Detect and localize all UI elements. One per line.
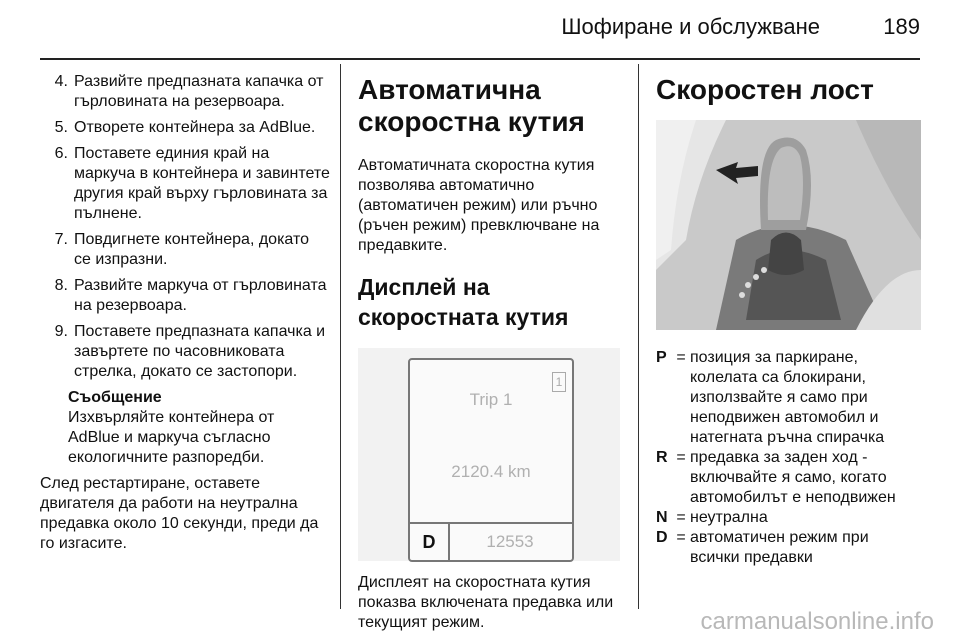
definition-text: автоматичен режим при всички предавки (690, 529, 869, 566)
trip-distance: 2120.4 km (451, 462, 531, 481)
step-number: 6. (54, 145, 68, 162)
page-header-title: Шофиране и обслужване (561, 14, 820, 39)
step-item (40, 322, 330, 382)
section-heading: Скоростен лост (656, 74, 874, 105)
section-heading: Автоматична скоростна кутия (358, 74, 585, 137)
subsection-heading: Дисплей на скоростната кутия (358, 274, 569, 330)
note-title: Съобщение (68, 389, 162, 406)
display-bottom-row (410, 522, 572, 560)
step-item (40, 72, 330, 112)
step-number: 4. (54, 73, 68, 90)
definition-key: D (656, 529, 668, 546)
gear-definitions (656, 348, 921, 568)
definition-row (656, 348, 921, 448)
definition-text: неутрална (690, 509, 768, 526)
display-frame (408, 358, 574, 562)
gear-indicator: D (410, 524, 450, 560)
display-caption: Дисплеят на скоростната кутия показва включената предавка или текущият режим. (358, 574, 614, 631)
definition-equals: = (676, 529, 686, 546)
definition-equals: = (676, 509, 686, 526)
step-number: 5. (54, 119, 68, 136)
column-divider-left (340, 64, 341, 609)
definition-row (656, 508, 921, 528)
column-left (40, 72, 330, 554)
watermark: carmanualsonline.info (700, 608, 934, 635)
definition-key: N (656, 509, 668, 526)
step-text: Развийте предпазната капачка от гърловината на резервоара. (74, 73, 324, 110)
definition-row (656, 448, 921, 508)
step-number: 7. (54, 231, 68, 248)
step-text: Поставете предпазната капачка и завъртете по часовниковата стрелка, докато се застопори. (74, 323, 326, 380)
closing-paragraph: След рестартиране, оставете двигателя да работи на неутрална предавка около 10 секунди, преди да го изгасите. (40, 475, 319, 552)
definition-row (656, 528, 921, 568)
note-text: Изхвърляйте контейнера от AdBlue и маркуча съгласно екологичните разпоредби. (68, 409, 275, 466)
trip-label: Trip 1 (469, 390, 513, 409)
column-right (656, 74, 921, 568)
column-middle (358, 74, 620, 633)
page-number: 189 (883, 14, 920, 39)
step-item (40, 276, 330, 316)
step-text: Повдигнете контейнера, докато се изпразни. (74, 231, 310, 268)
definition-equals: = (676, 349, 686, 366)
step-number: 8. (54, 277, 68, 294)
step-item (40, 118, 330, 138)
intro-paragraph: Автоматичната скоростна кутия позволява автоматично (автоматичен режим) или ръчно (ръчен режим) превключване на предавките. (358, 157, 600, 254)
column-divider-right (638, 64, 639, 609)
step-item (40, 230, 330, 270)
gear-lever-photo (656, 120, 921, 330)
step-text: Поставете единия край на маркуча в контейнера и завинтете другия край върху гърловината за пълнене. (74, 145, 330, 222)
odometer-value: 12553 (486, 532, 534, 551)
definition-key: P (656, 349, 667, 366)
definition-equals: = (676, 449, 686, 466)
trip-index-icon: 1 (552, 372, 566, 392)
step-text: Развийте маркуча от гърловината на резервоара. (74, 277, 327, 314)
transmission-display-illustration (358, 348, 620, 561)
step-item (40, 144, 330, 224)
step-number: 9. (54, 323, 68, 340)
definition-text: позиция за паркиране, колелата са блокирани, използвайте я само при неподвижен автомобил и натегната ръчна спирачка (690, 349, 885, 446)
definition-key: R (656, 449, 668, 466)
step-text: Отворете контейнера за AdBlue. (74, 119, 316, 136)
header-rule (40, 58, 920, 60)
definition-text: предавка за заден ход - включвайте я само, когато автомобилът е неподвижен (690, 449, 896, 506)
